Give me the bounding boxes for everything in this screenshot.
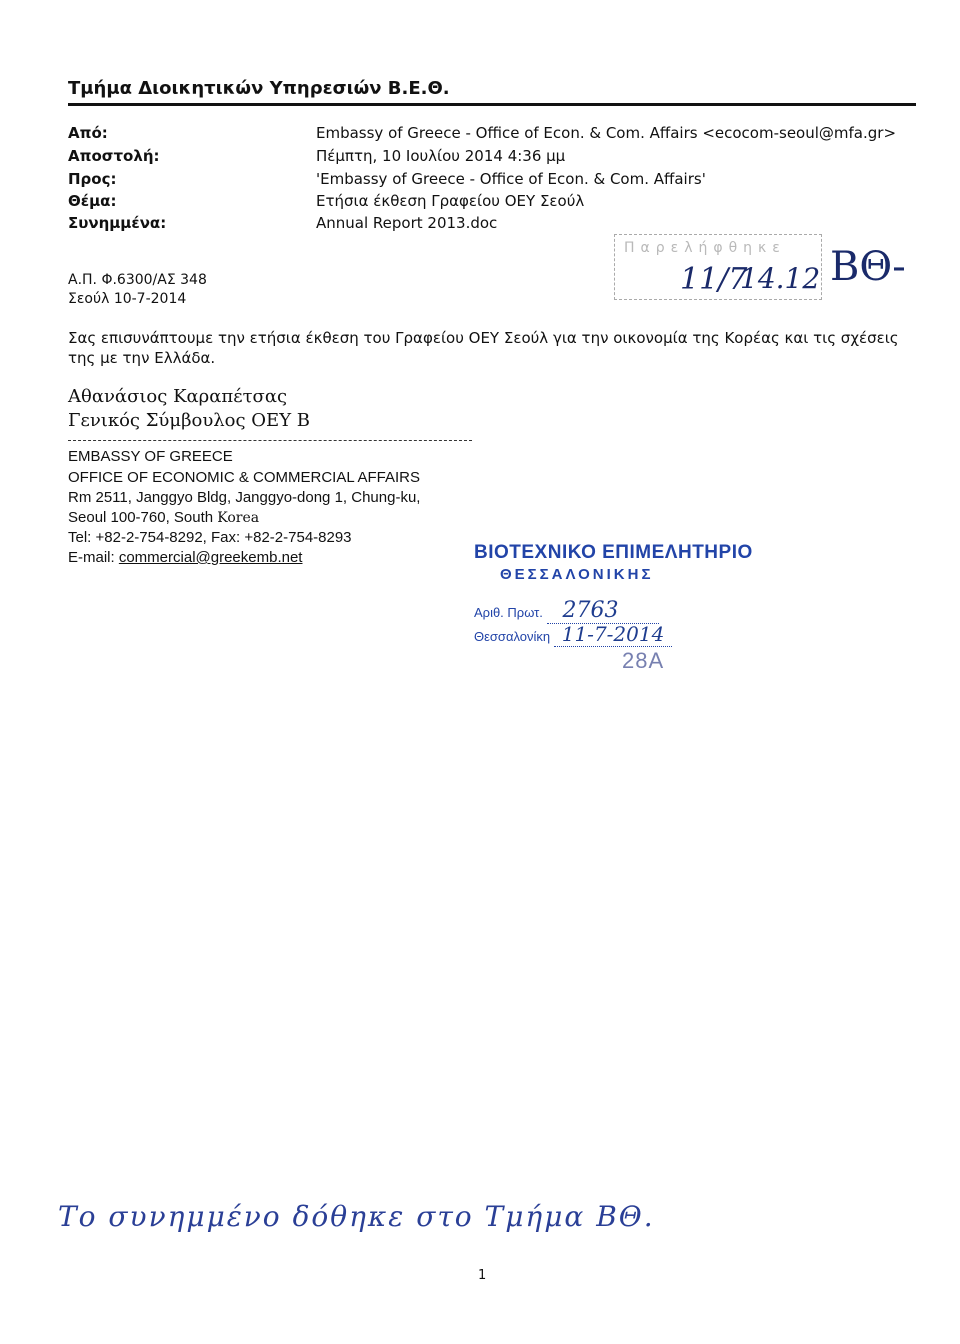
handwritten-note: Το συνημμένο δόθηκε στο Τμήμα ΒΘ.: [58, 1200, 655, 1233]
footer-email: [68, 549, 302, 566]
from-label: Από:: [68, 124, 108, 142]
sent-label: Αποστολή:: [68, 147, 160, 165]
footer-city: [68, 509, 259, 526]
footer-phone: Tel: +82-2-754-8292, Fax: +82-2-754-8293: [68, 529, 352, 546]
subject-value: Ετήσια έκθεση Γραφείου ΟΕΥ Σεούλ: [316, 192, 585, 210]
subject-label: Θέμα:: [68, 192, 117, 210]
chamber-stamp-date: [474, 622, 672, 646]
department-title: Τμήμα Διοικητικών Υπηρεσιών Β.Ε.Θ.: [68, 78, 450, 99]
attachments-value: Annual Report 2013.doc: [316, 214, 498, 232]
footer-city-text: Seoul 100-760, South: [68, 509, 218, 526]
footer-country: Korea: [217, 510, 260, 526]
protocol-number-label: Αριθ. Πρωτ.: [474, 605, 547, 620]
footer-address: Rm 2511, Janggyo Bldg, Janggyo-dong 1, Chung-ku,: [68, 489, 421, 506]
protocol-number: Α.Π. Φ.6300/ΑΣ 348: [68, 272, 207, 288]
stamp-date-handwritten: 11-7-2014: [554, 622, 673, 647]
footer-email-label: E-mail:: [68, 549, 119, 566]
chamber-stamp-code: 28A: [622, 648, 665, 673]
body-paragraph: Σας επισυνάπτουμε την ετήσια έκθεση του Γραφείου ΟΕΥ Σεούλ για την οικονομία της Κορέας και τις σχέσεις της με την Ελλάδα.: [68, 329, 899, 367]
signatory-title: Γενικός Σύμβουλος ΟΕΥ Β: [68, 410, 311, 431]
chamber-stamp-title: ΒΙΟΤΕΧΝΙΚΟ ΕΠΙΜΕΛΗΤΗΡΙΟ: [474, 542, 753, 563]
protocol-number-handwritten: 2763: [547, 598, 659, 624]
to-label: Προς:: [68, 170, 117, 188]
signatory-name: Αθανάσιος Καραπέτσας: [68, 386, 288, 407]
to-value: 'Embassy of Greece - Office of Econ. & Com. Affairs': [316, 170, 706, 188]
signature-divider: [68, 440, 472, 441]
received-handwritten-mark: 14.12: [740, 262, 821, 295]
header-rule: [68, 103, 916, 106]
received-stamp-header: Παρελήφθηκε: [624, 240, 786, 256]
from-value: Embassy of Greece - Office of Econ. & Com. Affairs <ecocom-seoul@mfa.gr>: [316, 124, 897, 142]
sent-value: Πέμπτη, 10 Ιουλίου 2014 4:36 μμ: [316, 147, 566, 165]
chamber-stamp-number: [474, 598, 659, 623]
place-date: Σεούλ 10-7-2014: [68, 291, 187, 307]
stamp-date-label: Θεσσαλονίκη: [474, 629, 554, 644]
page-number: 1: [478, 1268, 487, 1283]
footer-embassy: EMBASSY OF GREECE: [68, 448, 233, 465]
footer-office: OFFICE OF ECONOMIC & COMMERCIAL AFFAIRS: [68, 469, 420, 486]
received-handwritten-date: 11/7: [680, 262, 748, 297]
attachments-label: Συνημμένα:: [68, 214, 167, 232]
chamber-stamp-subtitle: ΘΕΣΣΑΛΟΝΙΚΗΣ: [500, 566, 654, 583]
received-initials: ΒΘ-: [830, 244, 906, 290]
email-link[interactable]: commercial@greekemb.net: [118, 549, 303, 566]
